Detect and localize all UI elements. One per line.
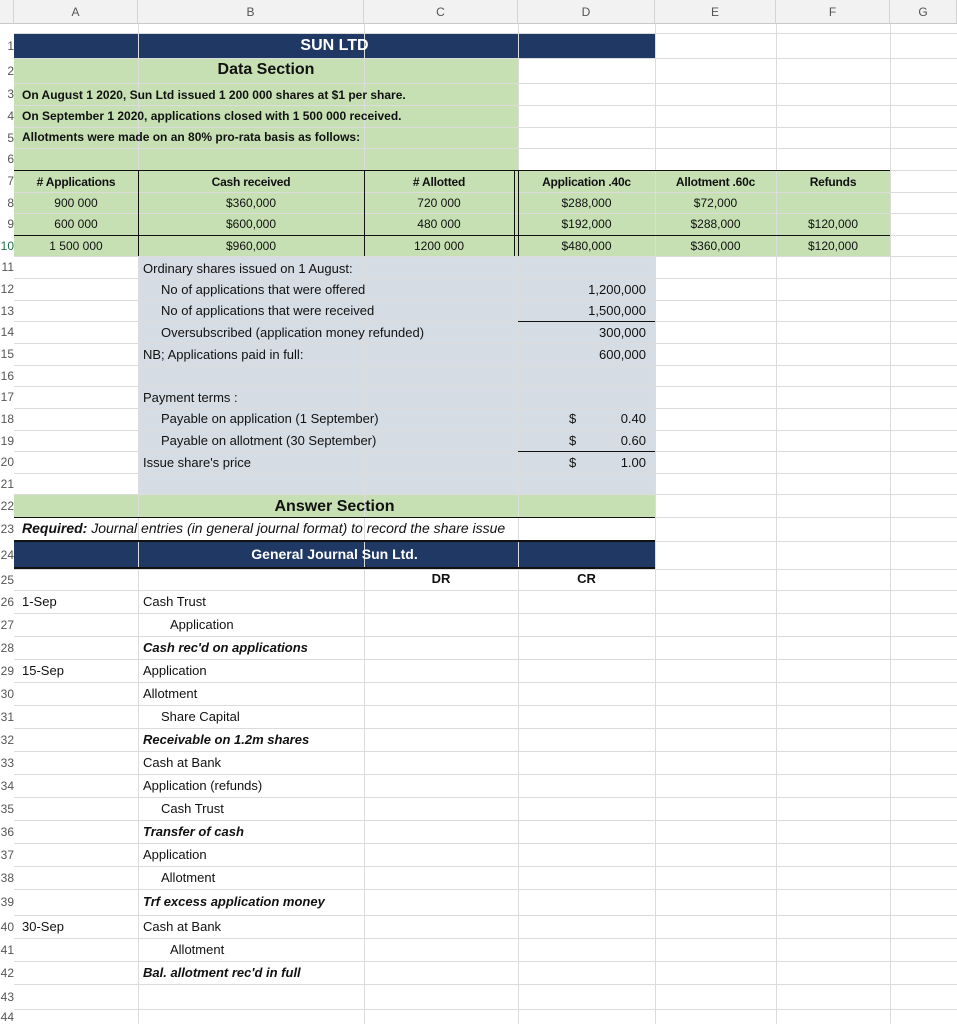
- journal-entry-text[interactable]: Share Capital: [161, 708, 240, 724]
- row-header[interactable]: 25: [0, 572, 14, 587]
- row-gridline: [14, 889, 957, 890]
- table-cell[interactable]: 720 000: [417, 196, 461, 210]
- note-price-value[interactable]: 1.00: [620, 455, 646, 470]
- journal-entry-text[interactable]: Receivable on 1.2m shares: [143, 731, 310, 747]
- required-label: Required:: [22, 520, 88, 536]
- journal-date[interactable]: 1-Sep: [22, 593, 57, 609]
- row-header[interactable]: 31: [0, 709, 14, 724]
- note-allot-label[interactable]: Payable on allotment (30 September): [161, 433, 377, 448]
- table-cell[interactable]: $120,000: [807, 217, 859, 231]
- table-cell[interactable]: $360,000: [690, 239, 741, 253]
- journal-entry-text[interactable]: Application: [143, 662, 207, 678]
- table-top-border: [14, 170, 890, 171]
- table-header-refunds[interactable]: Refunds: [809, 175, 857, 189]
- note-over-value[interactable]: 300,000: [599, 325, 646, 340]
- row-header[interactable]: 3: [7, 87, 14, 101]
- required-text: Journal entries (in general journal format) to record the share issue: [91, 520, 506, 536]
- note-allot-currency: $: [569, 433, 577, 448]
- journal-entry-text[interactable]: Allotment: [161, 869, 216, 885]
- col-header-a[interactable]: A: [14, 0, 138, 24]
- table-cell[interactable]: 480 000: [417, 217, 461, 231]
- row-header[interactable]: 43: [0, 989, 14, 1004]
- note-nb-value[interactable]: 600,000: [599, 347, 646, 362]
- required-line[interactable]: [22, 518, 505, 538]
- row-header[interactable]: 44: [0, 1009, 14, 1024]
- row-header[interactable]: 11: [1, 260, 14, 274]
- table-cell[interactable]: $480,000: [561, 239, 612, 253]
- data-line-1[interactable]: On August 1 2020, Sun Ltd issued 1 200 000 shares at $1 per share.: [22, 88, 406, 102]
- journal-entry-text[interactable]: Cash at Bank: [143, 754, 222, 770]
- table-cell[interactable]: 1 500 000: [49, 239, 103, 253]
- note-offered-value[interactable]: 1,200,000: [588, 282, 646, 297]
- row-gridline: [14, 365, 957, 366]
- row-header[interactable]: 16: [0, 368, 14, 383]
- table-header-application[interactable]: Application .40c: [542, 175, 631, 189]
- row-gridline: [14, 386, 957, 387]
- row-header[interactable]: 9: [7, 217, 14, 231]
- row-header[interactable]: 21: [0, 476, 14, 491]
- notes-underline-1: [518, 321, 655, 322]
- row-gridline: [14, 408, 957, 409]
- data-line-2[interactable]: On September 1 2020, applications closed with 1 500 000 received.: [22, 109, 402, 123]
- row-header[interactable]: 17: [0, 390, 14, 404]
- row-header[interactable]: 12: [0, 282, 14, 296]
- row-gridline: [14, 797, 957, 798]
- row-header[interactable]: 2: [7, 63, 14, 78]
- row-gridline: [14, 938, 957, 939]
- table-header-cash-received[interactable]: Cash received: [211, 175, 291, 189]
- col-header-b[interactable]: B: [138, 0, 364, 24]
- table-cell[interactable]: $960,000: [225, 239, 277, 253]
- journal-entry-text[interactable]: Bal. allotment rec'd in full: [143, 964, 301, 980]
- row-header[interactable]: 14: [0, 325, 14, 339]
- row-header[interactable]: 8: [7, 195, 14, 210]
- row-header[interactable]: 18: [0, 412, 14, 426]
- dr-header[interactable]: DR: [431, 571, 451, 586]
- data-line-3[interactable]: Allotments were made on an 80% pro-rata basis as follows:: [22, 130, 361, 144]
- journal-date[interactable]: 15-Sep: [22, 662, 64, 678]
- table-cell[interactable]: $72,000: [693, 196, 738, 210]
- row-header[interactable]: 4: [7, 109, 14, 123]
- row-header[interactable]: 22: [0, 498, 14, 513]
- row-header[interactable]: 1: [7, 38, 14, 53]
- table-header-applications[interactable]: # Applications: [36, 175, 116, 189]
- col-header-d[interactable]: D: [518, 0, 655, 24]
- row-header[interactable]: 26: [0, 594, 14, 609]
- journal-entry-text[interactable]: Cash Trust: [161, 800, 224, 816]
- journal-entry-text[interactable]: Application: [170, 616, 234, 632]
- table-cell[interactable]: $288,000: [561, 196, 612, 210]
- table-cell[interactable]: $600,000: [225, 217, 277, 231]
- row-gridline: [14, 613, 957, 614]
- note-payment-terms[interactable]: Payment terms :: [143, 390, 238, 405]
- col-gridline: [890, 24, 891, 1024]
- row-header[interactable]: 33: [0, 755, 14, 770]
- row-gridline: [14, 148, 957, 149]
- row-header[interactable]: 24: [0, 548, 14, 562]
- row-header[interactable]: 10: [0, 238, 14, 253]
- table-cell[interactable]: $120,000: [807, 239, 859, 253]
- note-app-label[interactable]: Payable on application (1 September): [161, 411, 379, 426]
- table-cell[interactable]: $192,000: [561, 217, 612, 231]
- row-gridline: [14, 83, 957, 84]
- row-gridline: [14, 494, 957, 495]
- row-gridline: [14, 866, 957, 867]
- row-header[interactable]: 35: [0, 801, 14, 816]
- note-nb-label[interactable]: NB; Applications paid in full:: [143, 347, 304, 362]
- row-header[interactable]: 29: [0, 663, 14, 678]
- journal-entry-text[interactable]: Cash Trust: [143, 593, 206, 609]
- note-ordinary[interactable]: Ordinary shares issued on 1 August:: [143, 261, 353, 276]
- row-gridline: [14, 343, 957, 344]
- row-gridline: [14, 321, 957, 322]
- row-header[interactable]: 40: [0, 919, 14, 934]
- table-cell[interactable]: 600 000: [54, 217, 98, 231]
- row-gridline: [14, 1009, 957, 1010]
- row-gridline: [14, 256, 957, 257]
- table-double-line-a: [514, 170, 515, 256]
- note-received-label[interactable]: No of applications that were received: [161, 303, 375, 318]
- note-received-value[interactable]: 1,500,000: [588, 303, 646, 318]
- table-cell[interactable]: 1200 000: [413, 239, 465, 253]
- row-header[interactable]: 36: [0, 824, 14, 839]
- journal-date[interactable]: 30-Sep: [22, 918, 64, 934]
- journal-entry-text[interactable]: Trf excess application money: [143, 894, 325, 909]
- row-gridline: [14, 451, 957, 452]
- required-bottom-border: [14, 540, 655, 542]
- journal-entry-text[interactable]: Allotment: [143, 685, 198, 701]
- row-header[interactable]: 38: [0, 870, 14, 885]
- row-header[interactable]: 5: [7, 130, 14, 145]
- row-header[interactable]: 30: [0, 686, 14, 701]
- row-gridline: [14, 300, 957, 301]
- row-header[interactable]: 15: [0, 347, 14, 361]
- journal-entry-text[interactable]: Allotment: [170, 941, 225, 957]
- notes-underline-2: [518, 451, 655, 452]
- journal-entry-text[interactable]: Cash rec'd on applications: [143, 639, 308, 655]
- row-gridline: [14, 33, 957, 34]
- col-header-c[interactable]: C: [364, 0, 518, 24]
- row-header[interactable]: 6: [7, 152, 14, 166]
- journal-entry-text[interactable]: Transfer of cash: [143, 823, 244, 839]
- row-header[interactable]: 23: [0, 522, 14, 536]
- note-price-label[interactable]: Issue share's price: [143, 455, 251, 470]
- row-gridline: [14, 473, 957, 474]
- journal-entry-text[interactable]: Cash at Bank: [143, 918, 222, 934]
- note-offered-label[interactable]: No of applications that were offered: [161, 282, 366, 297]
- note-app-currency: $: [569, 411, 577, 426]
- table-header-allotment[interactable]: Allotment .60c: [675, 175, 756, 189]
- row-header[interactable]: 32: [0, 732, 14, 747]
- answer-section-title[interactable]: Answer Section: [274, 498, 395, 515]
- row-header[interactable]: 34: [0, 778, 14, 793]
- table-header-allotted[interactable]: # Allotted: [412, 175, 466, 189]
- row-gridline: [14, 430, 957, 431]
- note-app-value[interactable]: 0.40: [620, 411, 646, 426]
- row-header[interactable]: 41: [0, 942, 14, 957]
- row-gridline: [14, 705, 957, 706]
- data-section-title[interactable]: Data Section: [217, 61, 315, 78]
- row-header[interactable]: 13: [0, 303, 14, 318]
- table-cell[interactable]: $360,000: [225, 196, 277, 210]
- table-cell[interactable]: $288,000: [690, 217, 741, 231]
- row-header[interactable]: 42: [0, 965, 14, 980]
- row-header[interactable]: 7: [7, 174, 14, 188]
- col-header-f[interactable]: F: [776, 0, 890, 24]
- table-cell[interactable]: 900 000: [54, 196, 98, 210]
- col-header-g[interactable]: G: [890, 0, 957, 24]
- col-header-e[interactable]: E: [655, 0, 776, 24]
- cr-header[interactable]: CR: [577, 571, 596, 586]
- row-header[interactable]: 39: [0, 895, 14, 909]
- journal-entry-text[interactable]: Application (refunds): [143, 777, 263, 793]
- journal-title[interactable]: General Journal Sun Ltd.: [251, 546, 418, 562]
- row-header[interactable]: 20: [0, 455, 14, 469]
- row-header[interactable]: 37: [0, 847, 14, 862]
- journal-entry-text[interactable]: Application: [143, 846, 207, 862]
- note-allot-value[interactable]: 0.60: [620, 433, 646, 448]
- note-over-label[interactable]: Oversubscribed (application money refunded): [161, 325, 425, 340]
- row-gridline: [14, 984, 957, 985]
- row-header[interactable]: 27: [0, 617, 14, 632]
- note-price-currency: $: [569, 455, 577, 470]
- corner-cell[interactable]: [0, 0, 14, 24]
- sheet-title[interactable]: SUN LTD: [300, 37, 369, 54]
- row-header[interactable]: 19: [0, 433, 14, 448]
- row-gridline: [14, 58, 957, 59]
- row-header[interactable]: 28: [0, 640, 14, 655]
